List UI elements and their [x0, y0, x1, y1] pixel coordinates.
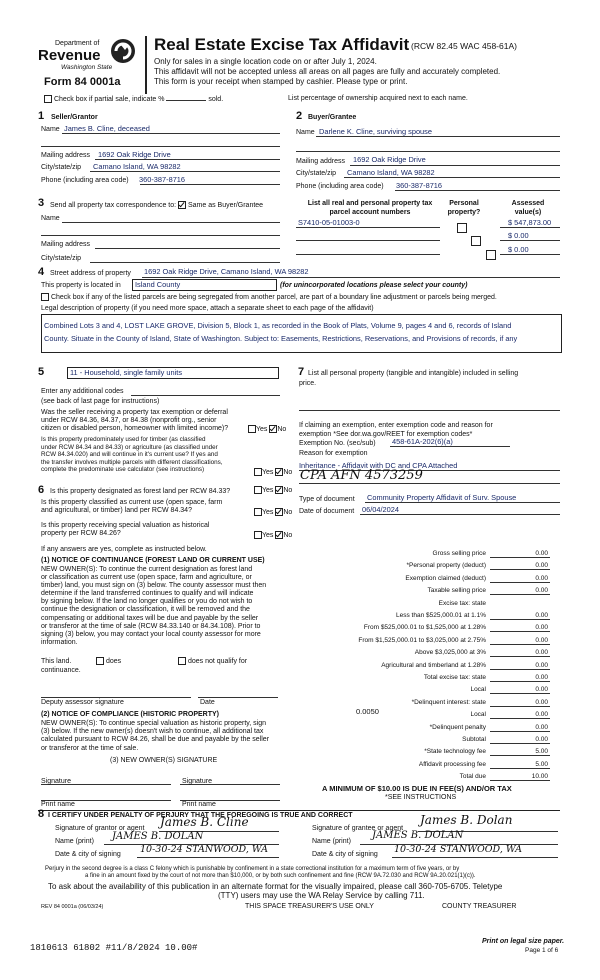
segregated-label: Check box if any of the listed parcels are being segregated from another parcel, are part of a boundary line adjustment or parcels being merged. [50, 293, 497, 301]
additional-codes-field[interactable] [131, 386, 280, 396]
page-number: Page 1 of 6 [525, 947, 559, 954]
fee-value: 5.00 [535, 761, 548, 768]
forest-no-checkbox[interactable] [275, 486, 283, 494]
section-6-number: 6 [38, 484, 45, 496]
historic-text [41, 720, 269, 753]
reason-value: Inheritance - Affidavit with DC and CPA Attached [299, 461, 458, 470]
deputy-date-field[interactable] [198, 688, 278, 698]
q2-line-b: under RCW 84.34 and 84.33) or agriculture (as classified under [41, 443, 218, 451]
grantee-date-label: Date & city of signing [312, 851, 378, 858]
hist-no-label: No [283, 531, 293, 539]
deputy-sig-field[interactable] [41, 688, 191, 698]
personal-col-header: Personal property? [447, 200, 481, 216]
certify-divider [38, 810, 560, 811]
cont-line: or transferor at the time of sale (RCW 84.33.140 or 84.34.108). Prior to [41, 622, 261, 630]
personal-row-1-checkbox[interactable] [457, 223, 467, 233]
continuance-heading: (1) NOTICE OF CONTINUANCE (FOREST LAND OR CURRENT USE) [41, 557, 265, 564]
q1-yes-label: Yes [256, 425, 268, 433]
q1-line-b: under RCW 84.36, 84.37, or 84.38 (nonprofit org., senior [41, 417, 217, 424]
parcel-row-1-value: S7410-05-01003-0 [298, 218, 360, 227]
buyer-extra-line[interactable] [296, 142, 560, 152]
hist-q-line-a: Is this property receiving special valuation as historical [41, 522, 210, 529]
minimum-note: A MINIMUM OF $10.00 IS DUE IN FEE(S) AND/OR TAX [322, 784, 512, 793]
cashier-stamp: 1810613 61802 #11/8/2024 10.00# [30, 943, 198, 953]
hist-line: calculated pursuant to RCW 84.26, shall be due and payable by the seller [41, 736, 270, 744]
fee-value: 0.00 [535, 699, 548, 706]
segregated-row [41, 293, 497, 301]
fee-value: 0.00 [535, 674, 548, 681]
assessed-row-1-value: $ 547,873.00 [508, 218, 552, 227]
continuance-text [41, 566, 266, 647]
fee-label: *Personal property (deduct) [406, 562, 486, 569]
personal-row-2-checkbox[interactable] [471, 236, 481, 246]
q1-answers [248, 425, 286, 433]
see-instructions: *SEE INSTRUCTIONS [385, 794, 457, 801]
street-label: Street address of property [50, 270, 131, 277]
q2-line-e: complete the predominate use calculator (see instructions) [41, 466, 205, 473]
form-title: Real Estate Excise Tax Affidavit [154, 35, 410, 54]
personal-property-label: List all personal property (tangible and intangible) included in selling [308, 370, 519, 377]
corr-city-label: City/state/zip [41, 255, 82, 262]
buyer-mail-label: Mailing address [296, 158, 346, 165]
grantor-date-label: Date & city of signing [55, 851, 121, 858]
print-1-label: Print name [41, 801, 75, 808]
q2-line-a: Is this property predominately used for timber (as classified [41, 436, 206, 443]
additional-codes-label: Enter any additional codes [41, 388, 124, 395]
buyer-mail-value: 1692 Oak Ridge Drive [353, 155, 426, 164]
answers-instruction: If any answers are yes, complete as instructed below. [41, 546, 207, 553]
grantor-sig-label: Signature of grantor or agent [55, 825, 145, 832]
forest-no-label: No [283, 486, 293, 494]
county-value: Island County [135, 280, 181, 289]
q2-yes-label: Yes [262, 468, 274, 476]
cont-line: compensating or additional taxes will be due and payable by the seller [41, 614, 259, 622]
fee-label: Local [470, 686, 486, 693]
seller-phone-label: Phone (including area code) [41, 177, 129, 184]
q1-no-label: No [277, 425, 287, 433]
q1-line-a: Was the seller receiving a property tax exemption or deferral [41, 409, 228, 416]
fee-label: Affidavit processing fee [418, 761, 486, 768]
grantor-date-value: 10-30-24 STANWOOD, WA [140, 844, 269, 855]
this-land-label: This land. [41, 658, 72, 665]
cu-line-a: Is this property classified as current use (open space, farm [41, 499, 223, 506]
does-checkbox[interactable] [96, 657, 104, 665]
exemption-no-value: 458-61A-202(6)(a) [392, 437, 453, 446]
corr-mail-label: Mailing address [41, 241, 91, 248]
fee-value: 0.00 [535, 587, 548, 594]
fee-label: Total due [459, 773, 486, 780]
cont-line: signing (3) below, you may contact your local county assessor for more [41, 630, 261, 638]
cont-line: information. [41, 638, 78, 646]
cu-line-b: and agricultural, or timber) land per RCW 84.34? [41, 507, 192, 514]
fee-value: 0.00 [535, 649, 548, 656]
fee-value: 0.00 [535, 575, 548, 582]
q2-no-label: No [283, 468, 293, 476]
cont-line: timber) land, you must sign on (3) below. The county assessor must then [41, 582, 267, 590]
seller-phone-value: 360-387-8716 [139, 175, 186, 184]
does-label: does [105, 657, 122, 665]
q2-line-d: the transfer involves multiple parcels with different classifications, [41, 458, 223, 466]
fee-value: 0.00 [535, 624, 548, 631]
continuance-label: continuance. [41, 667, 81, 674]
forest-question: Is this property designated as forest land per RCW 84.33? [50, 488, 231, 495]
fee-value: 0.00 [535, 612, 548, 619]
seller-name-value: James B. Cline, deceased [64, 124, 150, 133]
list-percentage-note: List percentage of ownership acquired next to each name. [288, 95, 468, 102]
fee-label: *Delinquent interest: state [411, 699, 486, 706]
same-as-buyer-checkbox[interactable] [178, 201, 186, 209]
seller-name-label: Name [41, 126, 60, 133]
does-option [96, 657, 121, 665]
print-name-1-field[interactable] [41, 791, 171, 801]
cu-no-checkbox[interactable] [275, 508, 283, 516]
correspondence-row [50, 201, 263, 209]
grantee-date-value: 10-30-24 STANWOOD, WA [394, 844, 523, 855]
section-1-number: 1 [38, 110, 45, 122]
cont-line: or classification as current use (open space, farm and agriculture, or [41, 574, 252, 582]
exemption-no-label: Exemption No. (sec/sub) [299, 440, 376, 447]
historic-heading: (2) NOTICE OF COMPLIANCE (HISTORIC PROPERTY) [41, 711, 219, 718]
sig-1-label: Signature [41, 778, 71, 785]
historic-answers [254, 531, 292, 539]
buyer-city-label: City/state/zip [296, 170, 337, 177]
deputy-date-label: Date [200, 699, 215, 706]
not-qualify-option [178, 657, 247, 665]
assessed-row-3-value: $ 0.00 [508, 245, 529, 254]
treasurer-only-label: THIS SPACE TREASURER'S USE ONLY [245, 903, 374, 910]
dept-label: Department of [55, 40, 100, 47]
section-4-number: 4 [38, 266, 45, 278]
doc-type-label: Type of document [299, 496, 355, 503]
q2-line-c: RCW 84.34.020) and will continue in it's current use? If yes and [41, 451, 218, 458]
codes-instructions: (see back of last page for instructions) [41, 398, 160, 405]
seller-heading: Seller/Grantor [51, 114, 98, 121]
fee-value: 0.00 [535, 686, 548, 693]
fee-value: 0.00 [535, 637, 548, 644]
revenue-wordmark: Revenue [38, 47, 101, 64]
sig-2-label: Signature [182, 778, 212, 785]
partial-sale-checkbox[interactable] [44, 95, 52, 103]
buyer-phone-label: Phone (including area code) [296, 183, 384, 190]
subtitle-1: Only for sales in a single location code on or after July 1, 2024. [154, 57, 377, 66]
dor-logo-icon [108, 36, 138, 66]
alt-format-line-2: (TTY) users may use the WA Relay Service by calling 711. [218, 891, 425, 900]
seller-extra-line[interactable] [41, 137, 280, 147]
section-3-number: 3 [38, 197, 45, 209]
personal-property-label-2: price. [299, 380, 317, 387]
q1-line-c: citizen or disabled person, homeowner with limited income)? [41, 425, 229, 432]
assessed-col-header: Assessed value(s) [511, 200, 545, 216]
q1-no-checkbox[interactable] [269, 425, 277, 433]
exemption-question [41, 409, 228, 433]
state-label: Washington State [61, 64, 113, 71]
not-qualify-checkbox[interactable] [178, 657, 186, 665]
revision-code: REV 84 0001a (06/03/24) [41, 904, 104, 910]
local-rate-value: 0.0050 [356, 707, 379, 716]
forest-yes-label: Yes [262, 486, 274, 494]
hist-q-line-b: property per RCW 84.26? [41, 530, 121, 537]
street-value: 1692 Oak Ridge Drive, Camano Island, WA 98282 [144, 267, 309, 276]
subtitle-3: This form is your receipt when stamped by cashier. Please type or print. [154, 77, 408, 86]
corr-mail-field[interactable] [95, 239, 280, 249]
exemption-text-1: If claiming an exemption, enter exemption code and reason for [299, 422, 493, 429]
certify-text: I CERTIFY UNDER PENALTY OF PERJURY THAT THE FOREGOING IS TRUE AND CORRECT [48, 812, 353, 819]
partial-sold-label: sold. [208, 95, 224, 103]
buyer-phone-value: 360-387-8716 [396, 181, 443, 190]
reason-label: Reason for exemption [299, 450, 368, 457]
assessed-row-2-value: $ 0.00 [508, 231, 529, 240]
same-as-buyer-label: Same as Buyer/Grantee [187, 201, 264, 209]
perjury-line-2: a fine in an amount fixed by the court of not more than $10,000, or by both such confinement and fine (RCW 9A.72.030 and RCW 9A.20.021(1)(c)). [85, 873, 476, 879]
partial-pct-field[interactable] [166, 100, 206, 101]
buyer-name-label: Name [296, 129, 315, 136]
q2-answers [254, 468, 292, 476]
hist-yes-label: Yes [262, 531, 274, 539]
partial-sale-row [44, 95, 223, 103]
buyer-name-value: Darlene K. Cline, surviving spouse [319, 127, 432, 136]
fee-value: 0.00 [535, 662, 548, 669]
corr-city-field[interactable] [90, 253, 280, 263]
section-8-number: 8 [38, 808, 45, 820]
subtitle-2: This affidavit will not be accepted unless all areas on all pages are fully and accurately completed. [154, 67, 501, 76]
fee-label: From $525,000.01 to $1,525,000 at 1.28% [363, 624, 486, 631]
segregated-checkbox[interactable] [41, 293, 49, 301]
legal-paper-note: Print on legal size paper. [482, 938, 565, 945]
hist-line: (3) below. If the new owner(s) doesn't wish to continue, all additional tax [41, 728, 264, 736]
fee-value: 10.00 [531, 773, 548, 780]
hist-line: NEW OWNER(S): To continue special valuation as historic property, sign [41, 720, 266, 727]
perjury-line-1: Perjury in the second degree is a class C felony which is punishable by confinement in a state correctional institution for a maximum term of five years, or by [45, 866, 460, 872]
seller-city-value: Camano Island, WA 98282 [93, 162, 181, 171]
fee-label: Excise tax: state [438, 600, 486, 607]
grantor-signature: James B. Cline [160, 815, 249, 829]
seller-mail-value: 1692 Oak Ridge Drive [98, 150, 171, 159]
q1-yes-checkbox[interactable] [248, 425, 256, 433]
personal-row-3-checkbox[interactable] [486, 250, 496, 260]
seller-city-label: City/state/zip [41, 164, 82, 171]
doc-type-value: Community Property Affidavit of Surv. Spouse [367, 493, 517, 502]
doc-date-label: Date of document [299, 508, 355, 515]
cont-line: continue the designation or classification, it will be removed and the [41, 606, 250, 614]
legal-line-1: Combined Lots 3 and 4, LOST LAKE GROVE, Division 5, Block 1, as recorded in the Book of Plats, Volume 9, pages 4 and 6, records of Island [44, 321, 512, 330]
rcw-ref: (RCW 82.45 WAC 458-61A) [411, 41, 517, 51]
fee-label: Exemption claimed (deduct) [405, 575, 486, 582]
grantor-name-label: Name (print) [55, 838, 94, 845]
print-2-label: Print name [182, 801, 216, 808]
header-divider [145, 36, 147, 94]
personal-property-field[interactable] [299, 401, 560, 411]
doc-date-value: 06/04/2024 [362, 505, 399, 514]
q2-yes-checkbox[interactable] [254, 468, 262, 476]
section-7-number: 7 [298, 366, 305, 378]
grantee-sig-label: Signature of grantee or agent [312, 825, 404, 832]
hist-line: or transferor at the time of sale. [41, 744, 139, 752]
legal-label: Legal description of property (if you need more space, attach a separate sheet to each page of the affidavit) [41, 305, 374, 312]
cont-line: by signing below. If the land no longer qualifies or you do not wish to [41, 598, 253, 606]
handwritten-cpa-note: CPA AFN 4573259 [300, 468, 423, 483]
forest-answers [254, 486, 292, 494]
parcel-col-header: List all real and personal property tax parcel account numbers [307, 200, 433, 216]
hist-yes-checkbox[interactable] [254, 531, 262, 539]
fee-label: Gross selling price [432, 550, 486, 557]
buyer-city-value: Camano Island, WA 98282 [347, 168, 435, 177]
q2-no-checkbox[interactable] [275, 468, 283, 476]
fee-value: 0.00 [535, 562, 548, 569]
corr-name-field[interactable] [62, 213, 280, 223]
fee-label: Local [470, 711, 486, 718]
exemption-text-2: exemption *See dor.wa.gov/REET for exemption codes* [299, 431, 473, 438]
parcel-row-2-field[interactable] [296, 231, 440, 241]
use-code-value: 11 - Household, single family units [70, 368, 183, 377]
correspondence-label: Send all property tax correspondence to: [50, 201, 177, 209]
grantee-signature: James B. Dolan [420, 813, 513, 827]
fee-label: Less than $525,000.01 at 1.1% [396, 612, 486, 619]
fee-label: Taxable selling price [427, 587, 486, 594]
not-qualify-label: does not qualify for [187, 657, 248, 665]
fee-label: Total excise tax: state [423, 674, 486, 681]
deputy-sig-label: Deputy assessor signature [41, 699, 124, 706]
fee-value: 5.00 [535, 748, 548, 755]
historic-question [41, 522, 209, 538]
cu-yes-checkbox[interactable] [254, 508, 262, 516]
section-5-number: 5 [38, 366, 45, 378]
cu-no-label: No [283, 508, 293, 516]
seller-mail-label: Mailing address [41, 152, 91, 159]
located-label: This property is located in [41, 282, 121, 289]
county-treasurer-label: COUNTY TREASURER [442, 903, 517, 910]
forest-yes-checkbox[interactable] [254, 486, 262, 494]
current-use-question [41, 499, 222, 515]
fee-label: Above $3,025,000 at 3% [414, 649, 486, 656]
corr-name-label: Name [41, 215, 60, 222]
fee-value: 0.00 [535, 736, 548, 743]
section-2-number: 2 [296, 110, 303, 122]
corr-extra-line[interactable] [41, 226, 280, 236]
partial-sale-label: Check box if partial sale, indicate % [53, 95, 165, 103]
fee-value: 0.00 [535, 711, 548, 718]
timber-question [41, 436, 223, 474]
grantor-name-value: JAMES B. DOLAN [112, 831, 204, 842]
grantee-name-label: Name (print) [312, 838, 351, 845]
cu-yes-label: Yes [262, 508, 274, 516]
parcel-row-3-field[interactable] [296, 245, 440, 255]
grantee-name-value: JAMES B. DOLAN [372, 830, 464, 841]
fee-label: Subtotal [462, 736, 486, 743]
fee-value: 0.00 [535, 550, 548, 557]
fee-value: 0.00 [535, 724, 548, 731]
buyer-heading: Buyer/Grantee [308, 114, 357, 121]
alt-format-line-1: To ask about the availability of this publication in an alternate format for the visually impaired, please call 360-705-6705. Teletype [48, 882, 503, 891]
current-use-answers [254, 508, 292, 516]
fee-label: *State technology fee [424, 748, 486, 755]
print-name-2-field[interactable] [180, 791, 280, 801]
cont-line: determine if the land transferred continues to qualify and will indicate [41, 590, 254, 598]
legal-line-2: County. Situate in the County of Island, State of Washington. Subject to: Easements, Restrictions, Reservations, and Provisions of records, if any [44, 334, 518, 343]
fee-label: Agricultural and timberland at 1.28% [381, 662, 486, 669]
new-owner-sig-heading: (3) NEW OWNER(S) SIGNATURE [110, 757, 218, 764]
hist-no-checkbox[interactable] [275, 531, 283, 539]
form-number: Form 84 0001a [44, 76, 121, 88]
fee-label: *Delinquent penalty [429, 724, 486, 731]
county-note: (for unincorporated locations please select your county) [280, 282, 468, 289]
fee-label: From $1,525,000.01 to $3,025,000 at 2.75% [358, 637, 486, 644]
cont-line: NEW OWNER(S): To continue the current designation as forest land [41, 566, 253, 573]
